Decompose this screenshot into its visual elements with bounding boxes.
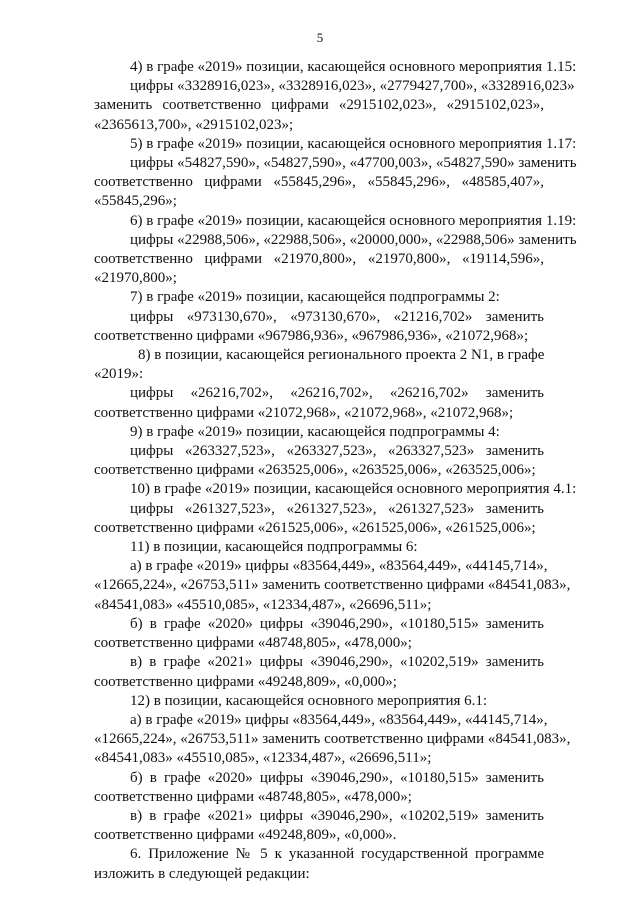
text-line: 9) в графе «2019» позиции, касающейся подпрограммы 4:	[130, 423, 500, 440]
text-line: соответственно цифрами «49248,809», «0,000».	[94, 827, 397, 844]
text-line: цифры «22988,506», «22988,506», «20000,000», «22988,506» заменить	[130, 231, 577, 248]
text-line: соответственно цифрами «967986,936», «967986,936», «21072,968»;	[94, 327, 529, 344]
text-line: а) в графе «2019» цифры «83564,449», «83564,449», «44145,714»,	[130, 558, 548, 575]
text-line: 11) в позиции, касающейся подпрограммы 6:	[130, 539, 418, 556]
text-line: 8) в позиции, касающейся регионального проекта 2 N1, в графе	[138, 347, 545, 364]
text-line: «84541,083» «45510,085», «12334,487», «26696,511»;	[94, 596, 432, 613]
text-line: «12665,224», «26753,511» заменить соответственно цифрами «84541,083»,	[94, 577, 571, 594]
text-line: 7) в графе «2019» позиции, касающейся подпрограммы 2:	[130, 289, 500, 306]
text-line: соответственно цифрами «48748,805», «478,000»;	[94, 788, 412, 805]
text-line: «21970,800»;	[94, 270, 177, 287]
text-line: «84541,083» «45510,085», «12334,487», «26696,511»;	[94, 750, 432, 767]
text-line: 6) в графе «2019» позиции, касающейся основного мероприятия 1.19:	[130, 212, 577, 229]
page-number: 5	[316, 30, 324, 45]
text-line: изложить в следующей редакции:	[94, 865, 310, 882]
text-line: цифры «26216,702», «26216,702», «26216,702» заменить	[130, 385, 544, 402]
text-line: 10) в графе «2019» позиции, касающейся основного мероприятия 4.1:	[130, 481, 577, 498]
text-line: соответственно цифрами «21072,968», «21072,968», «21072,968»;	[94, 404, 514, 421]
text-line: 5) в графе «2019» позиции, касающейся основного мероприятия 1.17:	[130, 135, 577, 152]
text-line: соответственно цифрами «263525,006», «263525,006», «263525,006»;	[94, 462, 536, 479]
text-line: «2365613,700», «2915102,023»;	[94, 116, 294, 133]
text-line: в) в графе «2021» цифры «39046,290», «10202,519» заменить	[130, 807, 544, 824]
text-line: 12) в позиции, касающейся основного мероприятия 6.1:	[130, 692, 488, 709]
text-line: соответственно цифрами «55845,296», «55845,296», «48585,407»,	[94, 174, 544, 191]
text-line: в) в графе «2021» цифры «39046,290», «10202,519» заменить	[130, 654, 544, 671]
document-body	[94, 58, 577, 884]
text-line: соответственно цифрами «49248,809», «0,000»;	[94, 673, 397, 690]
text-line: соответственно цифрами «261525,006», «261525,006», «261525,006»;	[94, 519, 536, 536]
text-line: соответственно цифрами «48748,805», «478,000»;	[94, 635, 412, 652]
text-line: «12665,224», «26753,511» заменить соответственно цифрами «84541,083»,	[94, 731, 571, 748]
text-line: «55845,296»;	[94, 193, 177, 210]
text-line: 4) в графе «2019» позиции, касающейся основного мероприятия 1.15:	[130, 59, 577, 75]
text-line: цифры «263327,523», «263327,523», «263327,523» заменить	[130, 443, 544, 460]
text-line: цифры «973130,670», «973130,670», «21216,702» заменить	[130, 308, 544, 325]
text-line: цифры «261327,523», «261327,523», «261327,523» заменить	[130, 500, 544, 517]
text-line: б) в графе «2020» цифры «39046,290», «10180,515» заменить	[130, 615, 544, 632]
text-line: «2019»:	[94, 366, 144, 383]
text-line: заменить соответственно цифрами «2915102,023», «2915102,023»,	[94, 97, 544, 114]
text-line: а) в графе «2019» цифры «83564,449», «83564,449», «44145,714»,	[130, 711, 548, 728]
text-line: цифры «3328916,023», «3328916,023», «2779427,700», «3328916,023»	[130, 78, 575, 95]
text-line: б) в графе «2020» цифры «39046,290», «10180,515» заменить	[130, 769, 544, 786]
text-line: цифры «54827,590», «54827,590», «47700,003», «54827,590» заменить	[130, 155, 577, 172]
text-line: 6. Приложение № 5 к указанной государственной программе	[130, 846, 544, 863]
text-line: соответственно цифрами «21970,800», «21970,800», «19114,596»,	[94, 251, 544, 268]
